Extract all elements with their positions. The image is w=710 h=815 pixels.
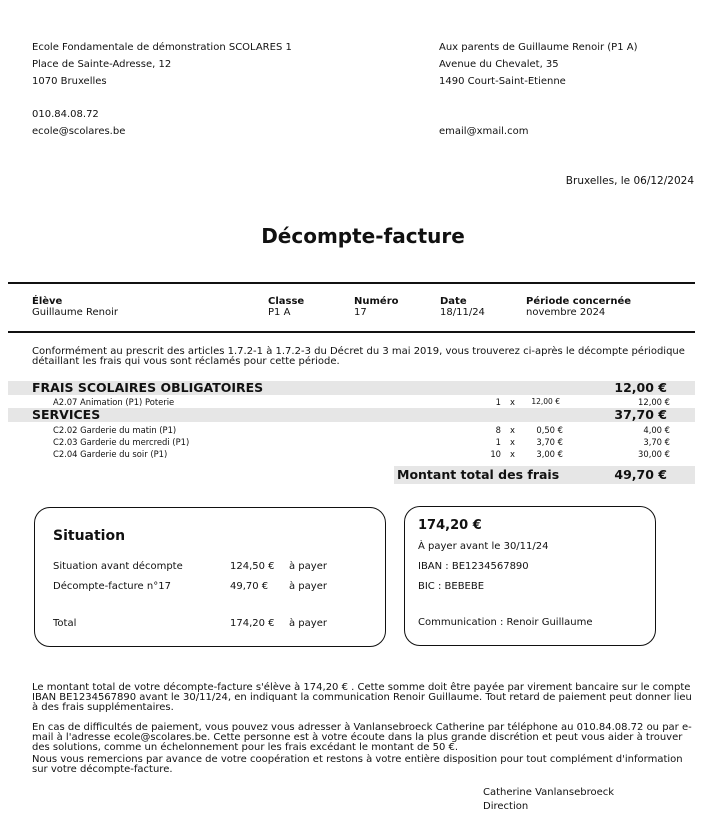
- place-date: Bruxelles, le 06/12/2024: [565, 175, 694, 187]
- line-item-total: 12,00 €: [638, 397, 670, 407]
- total-amount: 49,70 €: [614, 467, 667, 482]
- recipient-address: [439, 39, 637, 140]
- recipient-name: Aux parents de Guillaume Renoir (P1 A): [439, 42, 638, 53]
- line-item-qty: 1: [495, 437, 501, 447]
- situation-row-amount: 124,50 €: [230, 561, 275, 572]
- payment-communication: Communication : Renoir Guillaume: [418, 617, 593, 628]
- eleve-value: Guillaume Renoir: [32, 307, 118, 318]
- situation-row-label: Total: [53, 618, 77, 629]
- line-item-unit: 3,00 €: [536, 449, 563, 459]
- recipient-street: Avenue du Chevalet, 35: [439, 59, 559, 70]
- line-item-total: 3,70 €: [643, 437, 670, 447]
- school-phone: 010.84.08.72: [32, 109, 99, 120]
- line-item-desc: C2.02 Garderie du matin (P1): [53, 425, 177, 435]
- line-item-x: x: [510, 449, 515, 459]
- divider-bottom: [8, 331, 695, 333]
- situation-row-label: Situation avant décompte: [53, 561, 183, 572]
- eleve-label: Élève: [32, 296, 63, 307]
- divider-top: [8, 282, 695, 284]
- section-amount-services: 37,70 €: [614, 407, 667, 422]
- line-item-total: 4,00 €: [643, 425, 670, 435]
- signature-name: Catherine Vanlansebroeck: [483, 787, 615, 798]
- situation-title: Situation: [53, 528, 126, 544]
- recipient-email: email@xmail.com: [439, 126, 529, 137]
- signature: [483, 786, 614, 814]
- situation-row-amount: 174,20 €: [230, 618, 275, 629]
- payment-bic: BIC : BEBEBE: [418, 581, 485, 592]
- section-amount-frais: 12,00 €: [614, 380, 667, 395]
- line-item-desc: C2.04 Garderie du soir (P1): [53, 449, 168, 459]
- school-street: Place de Sainte-Adresse, 12: [32, 59, 172, 70]
- school-city: 1070 Bruxelles: [32, 76, 107, 87]
- line-item-qty: 8: [495, 425, 501, 435]
- classe-label: Classe: [268, 296, 305, 307]
- info-periode: [526, 296, 631, 318]
- paragraph-difficulties: En cas de difficultés de paiement, vous pouvez vous adresser à Vanlansebroeck Catherine par téléphone au 010.84.08.72 ou par e-mail à l'adresse ecole@scolares.be. Cette personne est à votre écoute dans la plus grande discrétion et peut vous aider à trouver des solutions, comme un échelonnement pour les frais excédant le montant de 50 €.: [32, 722, 692, 753]
- signature-role: Direction: [483, 801, 529, 812]
- date-label: Date: [440, 296, 467, 307]
- line-item-unit: 0,50 €: [536, 425, 563, 435]
- situation-row-status: à payer: [289, 618, 327, 629]
- page-title: Décompte-facture: [261, 224, 465, 248]
- section-label-frais: FRAIS SCOLAIRES OBLIGATOIRES: [32, 380, 264, 395]
- date-value: 18/11/24: [440, 307, 485, 318]
- numero-value: 17: [354, 307, 367, 318]
- section-band-services: [8, 408, 695, 422]
- info-numero: [354, 296, 399, 318]
- line-item-x: x: [510, 397, 515, 407]
- payment-amount: 174,20 €: [418, 518, 482, 533]
- situation-row-amount: 49,70 €: [230, 581, 269, 592]
- school-address: [32, 39, 292, 140]
- line-item-unit: 3,70 €: [536, 437, 563, 447]
- periode-label: Période concernée: [526, 296, 632, 307]
- classe-value: P1 A: [268, 307, 291, 318]
- numero-label: Numéro: [354, 296, 399, 307]
- line-item-desc: A2.07 Animation (P1) Poterie: [53, 397, 175, 407]
- intro-text: Conformément au prescrit des articles 1.7.2-1 à 1.7.2-3 du Décret du 3 mai 2019, vous trouverez ci-après le décompte périodique détaillant les frais qui vous sont réclamés pour cette période.: [32, 346, 685, 367]
- info-classe: [268, 296, 304, 318]
- total-label: Montant total des frais: [397, 467, 560, 482]
- line-item-unit: 12,00 €: [531, 397, 560, 406]
- line-item-qty: 10: [490, 449, 501, 459]
- school-name: Ecole Fondamentale de démonstration SCOLARES 1: [32, 42, 292, 53]
- situation-row-status: à payer: [289, 561, 327, 572]
- paragraph-thanks: Nous vous remercions par avance de votre coopération et restons à votre entière disposition pour tout complément d'information sur votre décompte-facture.: [32, 754, 683, 775]
- situation-row-status: à payer: [289, 581, 327, 592]
- situation-row-label: Décompte-facture n°17: [53, 581, 171, 592]
- line-item-x: x: [510, 437, 515, 447]
- school-email: ecole@scolares.be: [32, 126, 126, 137]
- info-eleve: [32, 296, 118, 318]
- recipient-city: 1490 Court-Saint-Etienne: [439, 76, 566, 87]
- line-item-qty: 1: [495, 397, 501, 407]
- payment-iban: IBAN : BE1234567890: [418, 561, 529, 572]
- line-item-x: x: [510, 425, 515, 435]
- info-date: [440, 296, 485, 318]
- paragraph-payment: Le montant total de votre décompte-facture s'élève à 174,20 € . Cette somme doit être payée par virement bancaire sur le compte IBAN BE1234567890 avant le 30/11/24, en indiquant la communication Renoir Guillaume. Tout retard de paiement peut donner lieu à des frais supplémentaires.: [32, 682, 692, 713]
- section-label-services: SERVICES: [32, 407, 101, 422]
- payment-due: À payer avant le 30/11/24: [418, 541, 549, 552]
- line-item-total: 30,00 €: [638, 449, 670, 459]
- periode-value: novembre 2024: [526, 307, 606, 318]
- line-item-desc: C2.03 Garderie du mercredi (P1): [53, 437, 190, 447]
